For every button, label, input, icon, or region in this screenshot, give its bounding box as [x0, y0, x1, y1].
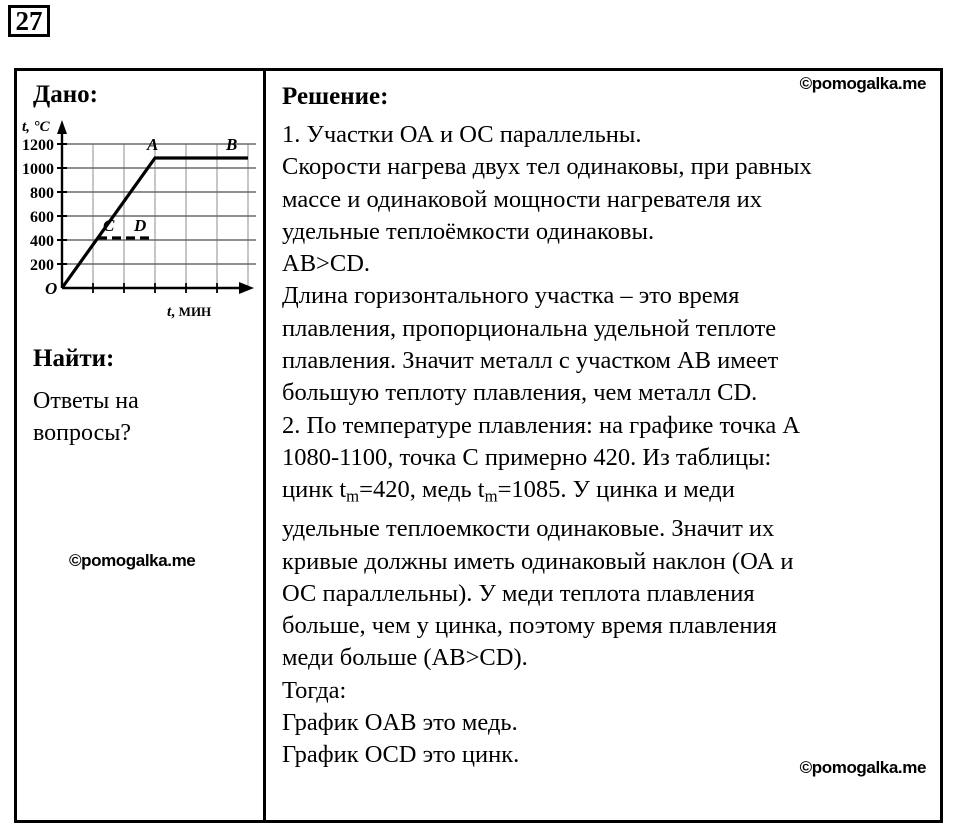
problem-number-text: 27 [15, 5, 43, 36]
svg-text:1000: 1000 [22, 161, 54, 178]
temperature-time-graph [19, 116, 265, 321]
solution-line: удельные теплоёмкости одинаковы. [282, 217, 655, 245]
point-label-b: B [226, 135, 238, 154]
point-label-c: C [103, 216, 115, 235]
table-bottom-border [14, 820, 943, 823]
solution-line: 2. По температуре плавления: на графике точка A [282, 411, 801, 439]
solution-line: Тогда: [282, 676, 347, 704]
y-axis [57, 120, 67, 288]
subscript-m: m [484, 486, 498, 506]
watermark-left: ©pomogalka.me [69, 551, 196, 570]
solution-line: большую теплоту плавления, чем металл CD. [282, 379, 758, 407]
subscript-m: m [346, 486, 360, 506]
solution-line-melting-points [282, 474, 940, 513]
solution-line: График OAB это медь. [282, 709, 518, 736]
solution-table [14, 68, 943, 823]
point-label-d: D [134, 216, 147, 235]
watermark-bottom-right: ©pomogalka.me [799, 758, 926, 777]
solution-line: 1. Участки ОА и ОС параллельны. [282, 121, 642, 148]
svg-text:200: 200 [30, 257, 54, 274]
svg-text:1200: 1200 [22, 137, 54, 154]
point-label-a: A [147, 135, 159, 154]
solution-line: AB>CD. [282, 250, 371, 278]
text-run: =420, медь t [359, 476, 485, 504]
problem-number-badge [8, 5, 50, 37]
solution-line: Длина горизонтального участка – это время [282, 282, 740, 310]
text-run: =1085. У цинка и меди [497, 476, 735, 504]
find-body-text: Ответы на вопросы? [33, 388, 139, 446]
solution-line: плавления, пропорциональна удельной теплоте [282, 314, 777, 342]
solution-line: 1080-1100, точка C примерно 420. Из таблицы: [282, 443, 772, 471]
solution-line: меди больше (AB>CD). [282, 644, 528, 672]
svg-text:400: 400 [30, 233, 54, 250]
given-heading: Дано: [33, 81, 98, 108]
solution-line: больше, чем у цинка, поэтому время плавления [282, 612, 777, 640]
svg-text:800: 800 [30, 185, 54, 202]
solution-column [266, 71, 940, 826]
solution-line: кривые должны иметь одинаковый наклон (ОА и [282, 547, 794, 575]
solution-line: График OCD это цинк. [282, 741, 520, 769]
origin-label: O [45, 279, 58, 298]
solution-line: плавления. Значит металл с участком AB имеет [282, 347, 779, 375]
y-tick-labels [22, 137, 54, 274]
solution-line: массе и одинаковой мощности нагревателя их [282, 185, 763, 213]
solution-line: удельные теплоемкости одинаковые. Значит их [282, 515, 775, 543]
solution-heading: Решение: [282, 83, 389, 110]
text-run: цинк t [282, 476, 347, 504]
svg-text:600: 600 [30, 209, 54, 226]
watermark-top-right: ©pomogalka.me [799, 74, 926, 93]
x-axis [62, 282, 254, 294]
y-axis-title: t, °C [22, 119, 50, 135]
find-heading: Найти: [33, 345, 115, 372]
solution-line: Скорости нагрева двух тел одинаковы, при равных [282, 153, 812, 181]
solution-body [282, 119, 940, 772]
x-axis-title: t, МИН [167, 304, 212, 320]
solution-line: ОС параллельны). У меди теплота плавления [282, 579, 755, 607]
given-column [17, 71, 266, 823]
